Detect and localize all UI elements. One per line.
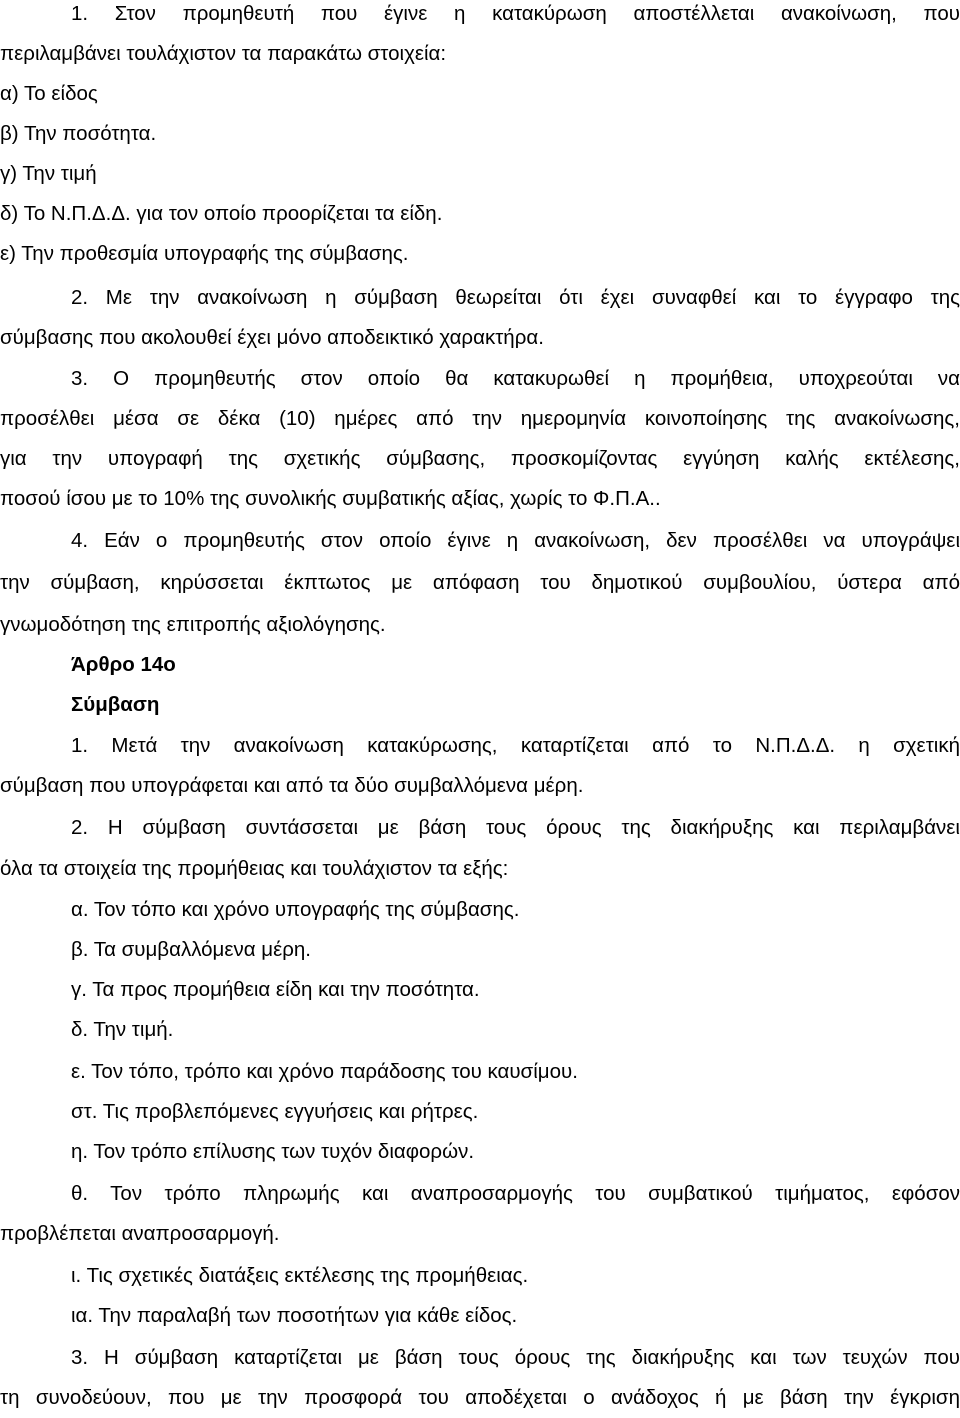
text-line: α) Το είδος <box>0 82 98 105</box>
text-line: γ) Την τιμή <box>0 162 97 185</box>
text-line: προσέλθει μέσα σε δέκα (10) ημέρες από την ημερομηνία κοινοποίησης της ανακοίνωσης, <box>0 407 960 430</box>
text-line: 1. Στον προμηθευτή που έγινε η κατακύρωση αποστέλλεται ανακοίνωση, που <box>71 2 960 25</box>
text-line: 3. Ο προμηθευτής στον οποίο θα κατακυρωθεί η προμήθεια, υποχρεούται να <box>71 367 960 390</box>
list-item: δ. Την τιμή. <box>71 1018 174 1041</box>
list-item: η. Τον τρόπο επίλυσης των τυχόν διαφορών. <box>71 1140 475 1163</box>
text-line: όλα τα στοιχεία της προμήθειας και τουλάχιστον τα εξής: <box>0 857 509 880</box>
article-heading: Άρθρο 14ο <box>71 653 176 676</box>
text-line: την σύμβαση, κηρύσσεται έκπτωτος με απόφαση του δημοτικού συμβουλίου, ύστερα από <box>0 571 960 594</box>
text-line: γνωμοδότηση της επιτροπής αξιολόγησης. <box>0 613 386 636</box>
text-line: περιλαμβάνει τουλάχιστον τα παρακάτω στοιχεία: <box>0 42 447 65</box>
text-line: ε) Την προθεσμία υπογραφής της σύμβασης. <box>0 242 409 265</box>
list-item: στ. Τις προβλεπόμενες εγγυήσεις και ρήτρες. <box>71 1100 479 1123</box>
text-line: 2. Με την ανακοίνωση η σύμβαση θεωρείται ότι έχει συναφθεί και το έγγραφο της <box>71 286 960 309</box>
list-item: ι. Τις σχετικές διατάξεις εκτέλεσης της προμήθειας. <box>71 1264 529 1287</box>
text-line: δ) Το Ν.Π.Δ.Δ. για τον οποίο προορίζεται τα είδη. <box>0 202 443 225</box>
text-line: 2. Η σύμβαση συντάσσεται με βάση τους όρους της διακήρυξης και περιλαμβάνει <box>71 816 960 839</box>
text-line: προβλέπεται αναπροσαρμογή. <box>0 1222 280 1245</box>
list-item: β. Τα συμβαλλόμενα μέρη. <box>71 938 311 961</box>
list-item: ια. Την παραλαβή των ποσοτήτων για κάθε είδος. <box>71 1304 518 1327</box>
list-item: α. Τον τόπο και χρόνο υπογραφής της σύμβασης. <box>71 898 520 921</box>
text-line: σύμβαση που υπογράφεται και από τα δύο συμβαλλόμενα μέρη. <box>0 774 584 797</box>
text-line: ποσού ίσου με το 10% της συνολικής συμβατικής αξίας, χωρίς το Φ.Π.Α.. <box>0 487 661 510</box>
list-item: ε. Τον τόπο, τρόπο και χρόνο παράδοσης του καυσίμου. <box>71 1060 578 1083</box>
text-line: 4. Εάν ο προμηθευτής στον οποίο έγινε η ανακοίνωση, δεν προσέλθει να υπογράψει <box>71 529 960 552</box>
section-title: Σύμβαση <box>71 693 160 716</box>
list-item: γ. Τα προς προμήθεια είδη και την ποσότητα. <box>71 978 480 1001</box>
text-line: για την υπογραφή της σχετικής σύμβασης, προσκομίζοντας εγγύηση καλής εκτέλεσης, <box>0 447 960 470</box>
list-item: θ. Τον τρόπο πληρωμής και αναπροσαρμογής του συμβατικού τιμήματος, εφόσον <box>71 1182 960 1205</box>
text-line: 1. Μετά την ανακοίνωση κατακύρωσης, καταρτίζεται από το Ν.Π.Δ.Δ. η σχετική <box>71 734 960 757</box>
text-line: β) Την ποσότητα. <box>0 122 157 145</box>
text-line: τη συνοδεύουν, που με την προσφορά του αποδέχεται ο ανάδοχος ή με βάση την έγκριση <box>0 1386 960 1409</box>
text-line: 3. Η σύμβαση καταρτίζεται με βάση τους όρους της διακήρυξης και των τευχών που <box>71 1346 960 1369</box>
text-line: σύμβασης που ακολουθεί έχει μόνο αποδεικτικό χαρακτήρα. <box>0 326 544 349</box>
